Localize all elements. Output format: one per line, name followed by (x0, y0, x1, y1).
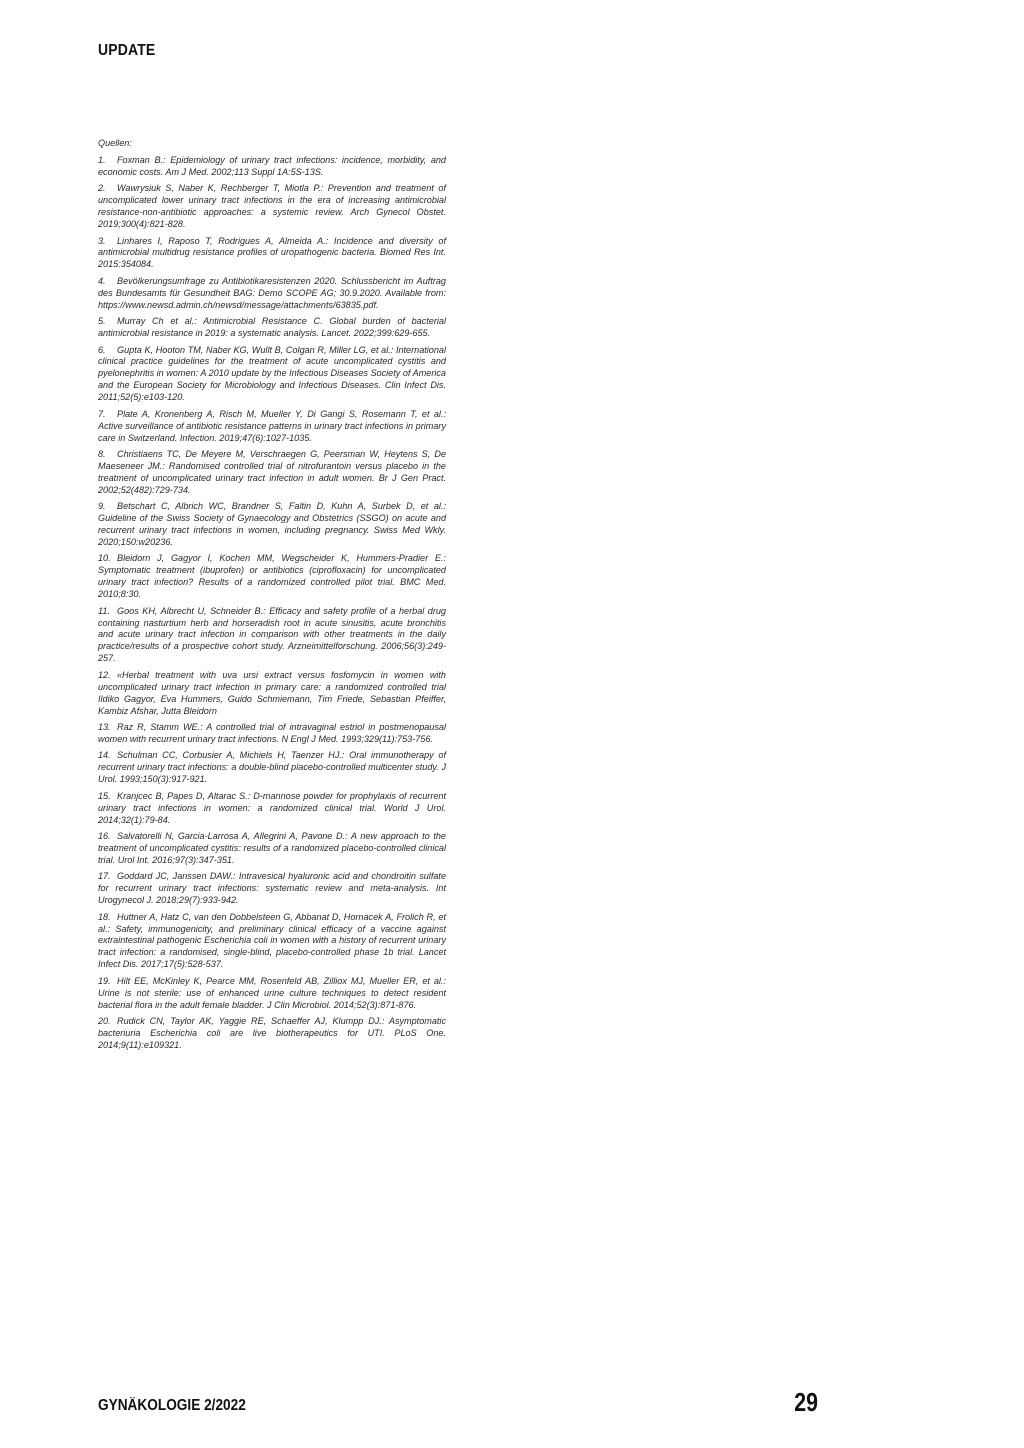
reference-text: Plate A, Kronenberg A, Risch M, Mueller Y, Di Gangi S, Rosemann T, et al.: Active surveillance of antibiotic resistance patterns in urinary tract infections in primary care in Switzerland. Infection. 2019;47(6):1027-1035. (98, 408, 446, 443)
reference-item (98, 553, 446, 601)
references-container (98, 155, 446, 1052)
reference-item (98, 750, 446, 786)
reference-text: Goddard JC, Janssen DAW.: Intravesical hyaluronic acid and chondroitin sulfate for recurrent urinary tract infections: systematic review and meta-analysis. Int Urogynecol J. 2018;29(7):933-942. (98, 871, 446, 906)
reference-text: Rudick CN, Taylor AK, Yaggie RE, Schaeffer AJ, Klumpp DJ.: Asymptomatic bacteriuria Escherichia coli are live biotherapeutics for UTI. PLoS One. 2014;9(11):e109321. (98, 1016, 446, 1050)
reference-text: Linhares I, Raposo T, Rodrigues A, Almeida A.: Incidence and diversity of antimicrobial multidrug resistance profiles of uropathogenic bacteria. Biomed Res Int. 2015:354084. (98, 235, 446, 270)
reference-text: Hilt EE, McKinley K, Pearce MM, Rosenfeld AB, Zilliox MJ, Mueller ER, et al.: Urine is not sterile: use of enhanced urine culture techniques to detect resident bacterial flora in the adult female bladder. J Clin Microbiol. 2014;52(3):871-876. (98, 975, 446, 1010)
reference-item (98, 791, 446, 827)
reference-item (98, 236, 446, 272)
section-label: UPDATE (98, 42, 156, 59)
reference-text: «Herbal treatment with uva ursi extract versus fosfomycin in women with uncomplicated urinary tract infection in primary care: a randomized controlled trial Ildiko Gagyor, Eva Hummers, Guido Schmiemann, Tim Friede, Sebastian Pfeiffer, Kambiz Afshar, Jutta Bleidorn (98, 669, 446, 716)
references-heading: Quellen: (98, 138, 132, 148)
reference-item (98, 183, 446, 231)
reference-number: 13. (98, 722, 111, 732)
reference-number: 11. (98, 605, 110, 616)
reference-text: Salvatorelli N, Garcia-Larrosa A, Allegrini A, Pavone D.: A new approach to the treatment of uncomplicated cystitis: results of a randomized placebo-controlled clinical trial. Urol Int. 2016;97(3):347-351. (98, 831, 446, 865)
reference-text: Betschart C, Albrich WC, Brandner S, Faltin D, Kuhn A, Surbek D, et al.: Guideline of the Swiss Society of Gynaecology and Obstetrics (SSGO) on acute and recurrent urinary tract infections in women, including pregnancy. Swiss Med Wkly. 2020;150:w20236. (98, 501, 446, 547)
reference-text: Gupta K, Hooton TM, Naber KG, Wullt B, Colgan R, Miller LG, et al.: International clinical practice guidelines for the treatment of acute uncomplicated cystitis and pyelonephritis in women: A 2010 update by the Infectious Diseases Society of America and the European Society for Microbiology and Infectious Diseases. Clin Infect Dis. 2011;52(5):e103-120. (98, 344, 446, 403)
reference-number: 17. (98, 871, 111, 882)
reference-text: Huttner A, Hatz C, van den Dobbelsteen G, Abbanat D, Hornacek A, Frolich R, et al.: Safety, immunogenicity, and preliminary clinical efficacy of a vaccine against extraintestinal pathogenic Escherichia coli in women with a history of recurrent urinary tract infection: a randomised, single-blind, placebo-controlled phase 1b trial. Lancet Infect Dis. 2017;17(5):528-537. (98, 911, 446, 970)
reference-item (98, 831, 446, 867)
reference-text: Murray Ch et al.: Antimicrobial Resistance C. Global burden of bacterial antimicrobial resistance in 2019: a systematic analysis. Lancet. 2022;399:629-655. (98, 316, 446, 339)
reference-item (98, 501, 446, 549)
reference-number: 3. (98, 235, 106, 246)
reference-text: Schulman CC, Corbusier A, Michiels H, Taenzer HJ.: Oral immunotherapy of recurrent urinary tract infections: a double-blind placebo-controlled multicenter study. J Urol. 1993;150(3):917-921. (98, 750, 446, 785)
reference-number: 8. (98, 449, 106, 459)
reference-text: Christiaens TC, De Meyere M, Verschraegen G, Peersman W, Heytens S, De Maeseneer JM.: Randomised controlled trial of nitrofurantoin versus placebo in the treatment of uncomplicated urinary tract infection in adult women. Br J Gen Pract. 2002;52(482):729-734. (98, 449, 446, 495)
reference-item (98, 670, 446, 718)
reference-item (98, 722, 446, 746)
reference-number: 2. (98, 183, 106, 194)
reference-item (98, 1016, 446, 1052)
reference-item (98, 912, 446, 972)
reference-number: 7. (98, 408, 106, 419)
reference-number: 12. (98, 669, 111, 680)
reference-number: 5. (98, 316, 106, 327)
reference-text: Kranjcec B, Papes D, Altarac S.: D-mannose powder for prophylaxis of recurrent urinary tract infections in women: a randomized clinical trial. World J Urol. 2014;32(1):79-84. (98, 790, 446, 825)
reference-text: Foxman B.: Epidemiology of urinary tract infections: incidence, morbidity, and economic costs. Am J Med. 2002;113 Suppl 1A:5S-13S. (98, 154, 446, 177)
reference-text: Bevölkerungsumfrage zu Antibiotikaresistenzen 2020. Schlussbericht im Auftrag des Bundesamts für Gesundheit BAG: Demo SCOPE AG; 30.9.2020. Available from: https://www.newsd.admin.ch/newsd/message/attachments/63835.pdf. (98, 275, 446, 310)
reference-number: 1. (98, 154, 106, 165)
reference-number: 18. (98, 911, 111, 922)
reference-item (98, 976, 446, 1012)
reference-number: 6. (98, 344, 106, 355)
reference-number: 4. (98, 275, 106, 286)
reference-number: 9. (98, 501, 106, 512)
references-list (98, 138, 446, 1056)
reference-item (98, 276, 446, 312)
reference-number: 20. (98, 1016, 111, 1027)
reference-number: 16. (98, 831, 111, 842)
reference-number: 10. (98, 553, 111, 564)
reference-text: Bleidorn J, Gagyor I, Kochen MM, Wegscheider K, Hummers-Pradier E.: Symptomatic treatment (ibuprofen) or antibiotics (ciprofloxacin) for uncomplicated urinary tract infection? Results of a randomized controlled pilot trial. BMC Med. 2010;8:30. (98, 553, 446, 600)
page-number: 29 (794, 1387, 818, 1417)
journal-issue: GYNÄKOLOGIE 2/2022 (98, 1397, 246, 1414)
reference-item (98, 316, 446, 340)
reference-text: Goos KH, Albrecht U, Schneider B.: Efficacy and safety profile of a herbal drug containing nasturtium herb and horseradish root in acute sinusitis, acute bronchitis and acute urinary tract infection in comparison with other treatments in the daily practice/results of a prospective cohort study. Arzneimittelforschung. 2006;56(3):249-257. (98, 605, 446, 664)
reference-item (98, 409, 446, 445)
reference-item (98, 345, 446, 405)
reference-item (98, 155, 446, 179)
reference-number: 19. (98, 975, 111, 986)
reference-text: Raz R, Stamm WE.: A controlled trial of intravaginal estriol in postmenopausal women with recurrent urinary tract infections. N Engl J Med. 1993;329(11):753-756. (98, 722, 446, 744)
reference-number: 15. (98, 790, 111, 801)
reference-item (98, 606, 446, 666)
reference-item (98, 449, 446, 497)
reference-text: Wawrysiuk S, Naber K, Rechberger T, Miotla P.: Prevention and treatment of uncomplicated lower urinary tract infections in the era of increasing antimicrobial resistance-non-antibiotic approaches: a systemic review. Arch Gynecol Obstet. 2019;300(4):821-828. (98, 183, 446, 230)
reference-number: 14. (98, 750, 111, 761)
reference-item (98, 871, 446, 907)
